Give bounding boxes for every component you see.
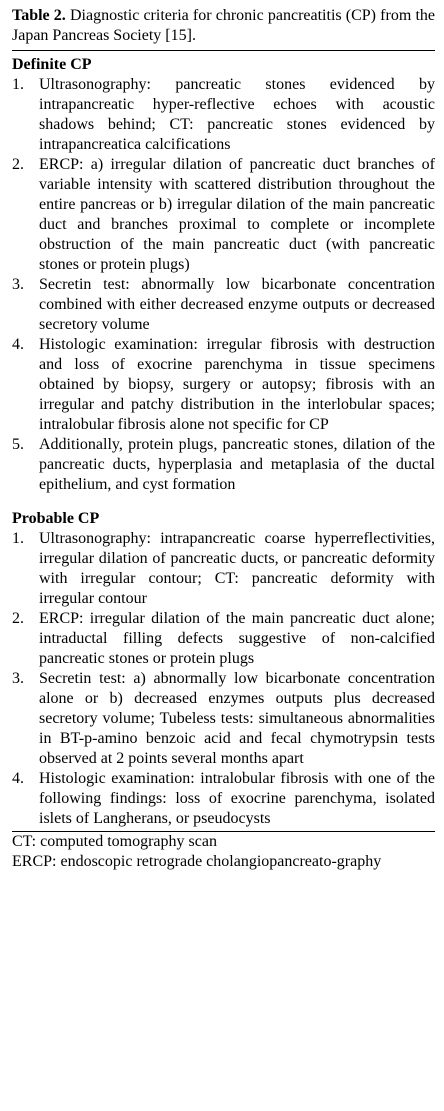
list-item [12,769,435,829]
list-item [12,75,435,155]
item-number: 5. [12,436,24,453]
item-text: ERCP: irregular dilation of the main pancreatic duct alone; intraductal filling defects suggestive of non-calcified pancreatic stones or protein plugs [39,610,435,667]
item-number: 4. [12,770,24,787]
top-rule [12,50,435,51]
footnote-ercp: ERCP: endoscopic retrograde cholangiopancreato-graphy [12,853,382,870]
list-item [12,155,435,275]
item-text: Ultrasonography: intrapancreatic coarse hyperreflectivities, irregular dilation of pancreatic ducts, or pancreatic deformity with irregular contour; CT: pancreatic deformity with irregular contour [39,530,435,607]
footnote-ct: CT: computed tomography scan [12,833,217,850]
item-text: Ultrasonography: pancreatic stones evidenced by intrapancreatic hyper-reflective echoes with acoustic shadows behind; CT: pancreatic stones evidenced by intrapancreatica calcifications [39,76,435,153]
item-number: 3. [12,276,24,293]
item-number: 3. [12,670,24,687]
item-text: Histologic examination: irregular fibrosis with destruction and loss of exocrine parenchyma in tissue specimens obtained by biopsy, surgery or autopsy; fibrosis with an irregular and patchy distribution in the interlobular spaces; intralobular fibrosis alone not specific for CP [39,336,435,433]
list-item [12,335,435,435]
table-caption-text: Diagnostic criteria for chronic pancreatitis (CP) from the Japan Pancreas Society [15]. [12,7,435,44]
table-caption-label: Table 2. [12,7,66,24]
item-number: 2. [12,610,24,627]
section-title-probable: Probable CP [12,510,100,527]
list-item [12,669,435,769]
list-item [12,435,435,495]
table-caption [12,0,435,46]
item-text: Additionally, protein plugs, pancreatic stones, dilation of the pancreatic ducts, hyperplasia and metaplasia of the ductal epithelium, and cyst formation [39,436,435,493]
list-item [12,275,435,335]
item-text: Secretin test: abnormally low bicarbonate concentration combined with either decreased enzyme outputs or decreased secretory volume [39,276,435,333]
definite-criteria-list [12,75,435,495]
section-title-definite: Definite CP [12,56,92,73]
item-number: 2. [12,156,24,173]
list-item [12,529,435,609]
item-number: 1. [12,530,24,547]
list-item [12,609,435,669]
item-number: 1. [12,76,24,93]
item-text: Histologic examination: intralobular fibrosis with one of the following findings: loss of exocrine parenchyma, isolated islets of Langherans, or pseudocysts [39,770,435,827]
item-number: 4. [12,336,24,353]
item-text: ERCP: a) irregular dilation of pancreatic duct branches of variable intensity with scattered distribution throughout the entire pancreas or b) irregular dilation of the main pancreatic duct and branches proximal to complete or incomplete obstruction of the main pancreatic duct (with pancreatic stones or protein plugs) [39,156,435,273]
probable-criteria-list [12,529,435,829]
table-footnotes [12,832,435,872]
item-text: Secretin test: a) abnormally low bicarbonate concentration alone or b) decreased enzymes outputs plus decreased secretory volume; Tubeless tests: simultaneous abnormalities in BT-p-amino benzoic acid and fecal chymotrypsin tests observed at 2 points several months apart [39,670,435,767]
